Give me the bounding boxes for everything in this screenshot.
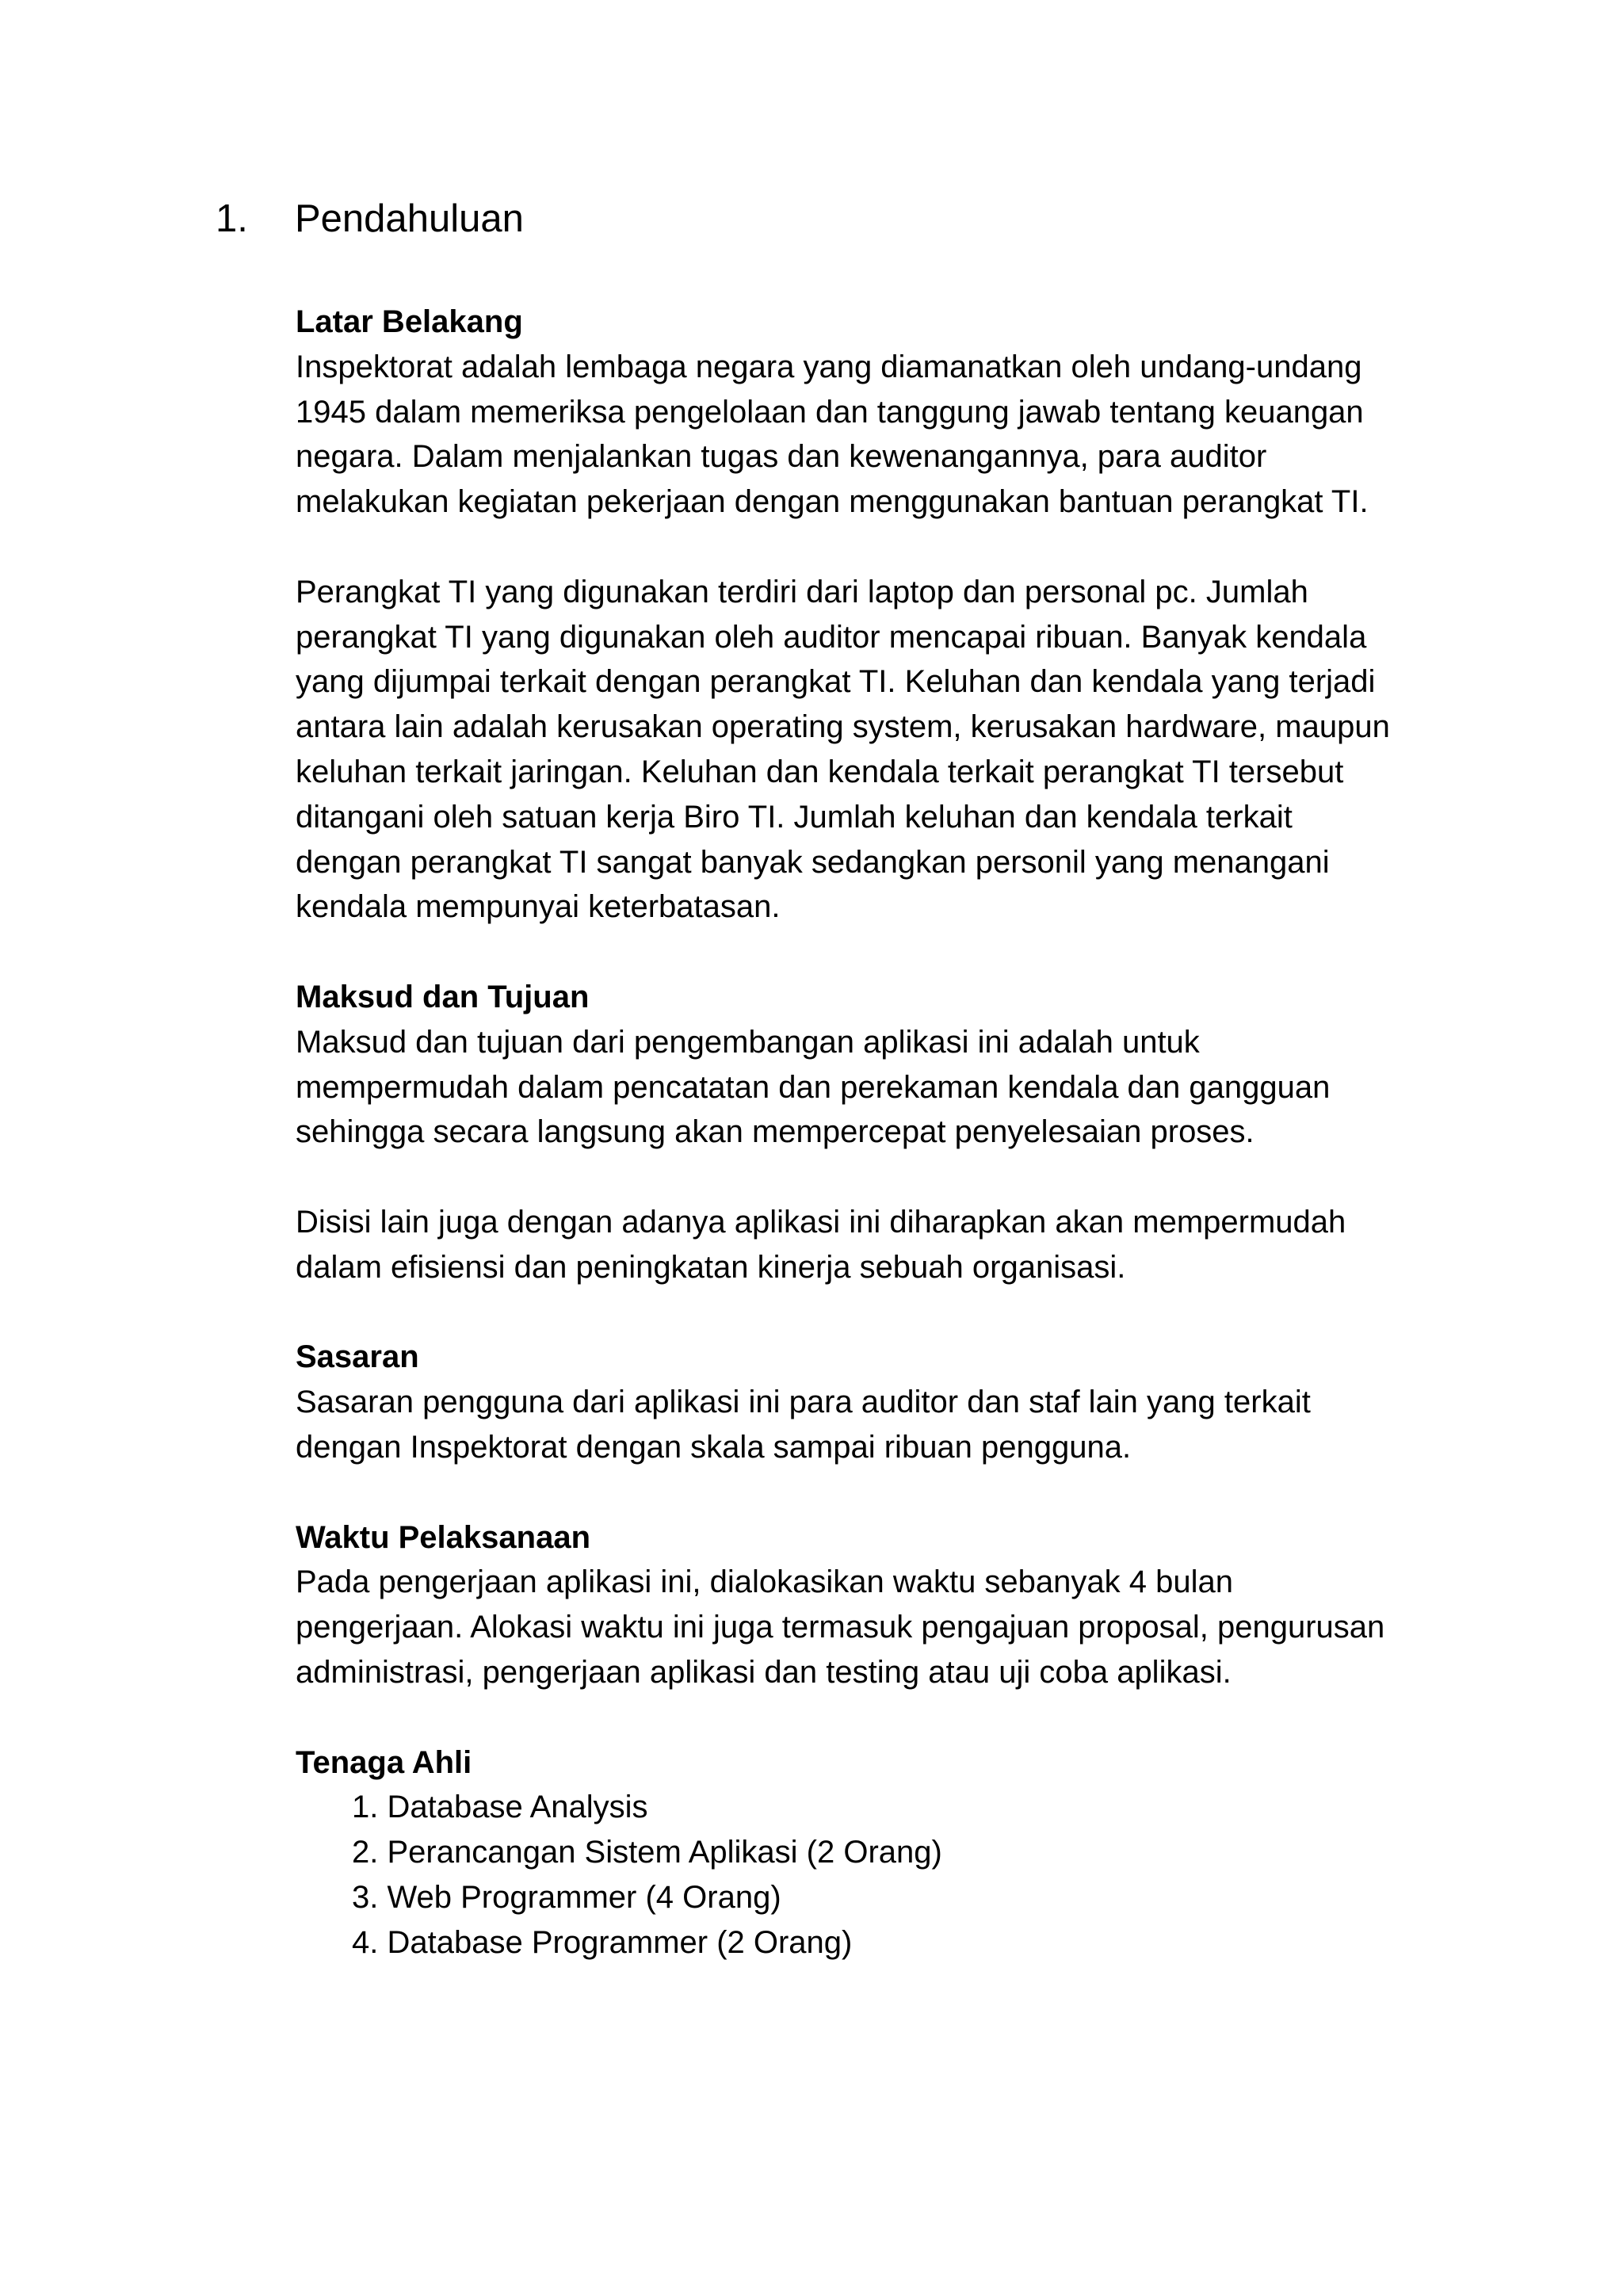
text-line: 1945 dalam memeriksa pengelolaan dan tanggung jawab tentang keuangan — [296, 394, 1364, 430]
text-line: dengan perangkat TI sangat banyak sedangkan personil yang menangani — [296, 844, 1330, 880]
text-line: Disisi lain juga dengan adanya aplikasi ini diharapkan akan mempermudah — [296, 1204, 1346, 1240]
section-title: Latar Belakang — [296, 304, 523, 339]
list-item: 2. Perancangan Sistem Aplikasi (2 Orang) — [352, 1835, 942, 1870]
list-item: 3. Web Programmer (4 Orang) — [352, 1879, 781, 1915]
text-line: negara. Dalam menjalankan tugas dan kewenangannya, para auditor — [296, 439, 1267, 475]
section-tenaga-ahli — [296, 1740, 1453, 1966]
text-line: Pada pengerjaan aplikasi ini, dialokasikan waktu sebanyak 4 bulan — [296, 1564, 1234, 1600]
paragraph — [296, 1380, 1453, 1470]
section-maksud-tujuan — [296, 975, 1453, 1290]
document-content — [296, 300, 1453, 1965]
text-line: Sasaran pengguna dari aplikasi ini para auditor dan staf lain yang terkait — [296, 1385, 1311, 1420]
text-line: ditangani oleh satuan kerja Biro TI. Jumlah keluhan dan kendala terkait — [296, 799, 1293, 835]
paragraph — [296, 345, 1453, 525]
paragraph — [296, 1560, 1453, 1694]
list-item: 1. Database Analysis — [352, 1790, 648, 1825]
text-line: dengan Inspektorat dengan skala sampai ribuan pengguna. — [296, 1429, 1132, 1465]
section-title: Waktu Pelaksanaan — [296, 1519, 591, 1555]
paragraph — [296, 1020, 1453, 1155]
text-line: Inspektorat adalah lembaga negara yang diamanatkan oleh undang-undang — [296, 349, 1362, 384]
paragraph — [296, 570, 1453, 930]
text-line: Maksud dan tujuan dari pengembangan aplikasi ini adalah untuk — [296, 1024, 1200, 1060]
text-line: keluhan terkait jaringan. Keluhan dan kendala terkait perangkat TI tersebut — [296, 754, 1344, 789]
text-line: yang dijumpai terkait dengan perangkat TI. Keluhan dan kendala yang terjadi — [296, 664, 1376, 700]
chapter-title: Pendahuluan — [295, 197, 524, 240]
text-line: dalam efisiensi dan peningkatan kinerja sebuah organisasi. — [296, 1249, 1126, 1285]
expert-list — [296, 1785, 1453, 1965]
text-line: kendala mempunyai keterbatasan. — [296, 889, 781, 925]
text-line: sehingga secara langsung akan mempercepat penyelesaian proses. — [296, 1114, 1254, 1150]
text-line: Perangkat TI yang digunakan terdiri dari laptop dan personal pc. Jumlah — [296, 574, 1308, 609]
list-item: 4. Database Programmer (2 Orang) — [352, 1924, 853, 1960]
paragraph — [296, 1200, 1453, 1290]
text-line: administrasi, pengerjaan aplikasi dan testing atau uji coba aplikasi. — [296, 1654, 1232, 1690]
text-line: melakukan kegiatan pekerjaan dengan menggunakan bantuan perangkat TI. — [296, 484, 1369, 520]
chapter-heading — [216, 195, 524, 243]
text-line: pengerjaan. Alokasi waktu ini juga termasuk pengajuan proposal, pengurusan — [296, 1610, 1385, 1645]
section-waktu-pelaksanaan — [296, 1515, 1453, 1695]
chapter-number: 1. — [216, 197, 248, 240]
text-line: perangkat TI yang digunakan oleh auditor mencapai ribuan. Banyak kendala — [296, 619, 1367, 655]
section-sasaran — [296, 1335, 1453, 1469]
section-title: Sasaran — [296, 1339, 419, 1375]
section-title: Maksud dan Tujuan — [296, 979, 590, 1014]
text-line: mempermudah dalam pencatatan dan perekaman kendala dan gangguan — [296, 1069, 1331, 1105]
section-latar-belakang — [296, 300, 1453, 930]
text-line: antara lain adalah kerusakan operating system, kerusakan hardware, maupun — [296, 709, 1390, 745]
section-title: Tenaga Ahli — [296, 1744, 472, 1780]
